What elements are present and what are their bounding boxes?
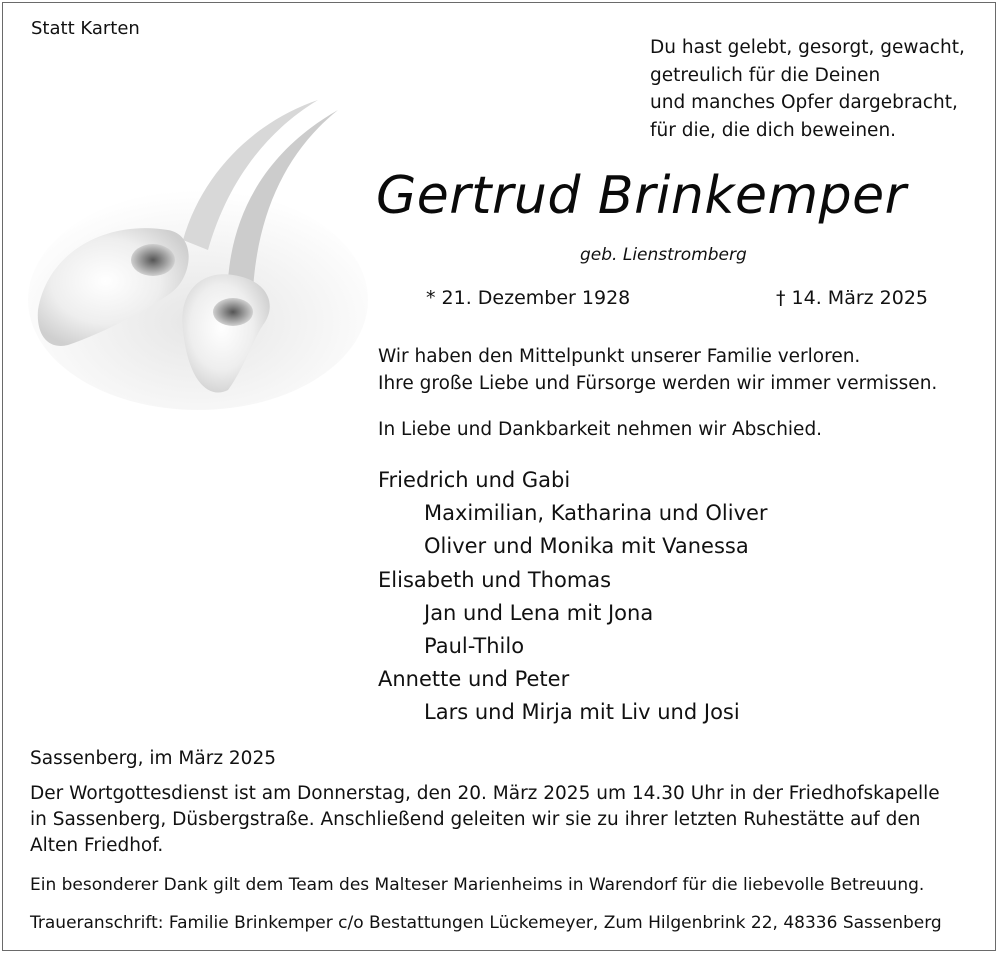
calla-lily-illustration [28,90,368,410]
family-member: Elisabeth und Thomas [378,567,612,592]
family-member: Jan und Lena mit Jona [424,600,654,625]
birth-name: geb. Lienstromberg [580,245,747,265]
birth-date: * 21. Dezember 1928 [426,287,631,309]
thanks-line: Ein besonderer Dank gilt dem Team des Malteser Marienheims in Warendorf für die liebevolle Betreuung. [30,875,925,895]
family-member: Maximilian, Katharina und Oliver [424,501,768,526]
memorial-message [378,343,937,397]
poem [650,34,965,144]
service-info [30,781,940,859]
service-line: Der Wortgottesdienst ist am Donnerstag, den 20. März 2025 um 14.30 Uhr in der Friedhofskapelle [30,783,940,804]
mourning-address: Traueranschrift: Familie Brinkemper c/o Bestattungen Lückemeyer, Zum Hilgenbrink 22, 48336 Sassenberg [30,913,942,933]
deceased-name: Gertrud Brinkemper [376,166,907,226]
service-line: Alten Friedhof. [30,835,164,856]
family-member: Friedrich und Gabi [378,468,571,492]
service-line: in Sassenberg, Düsbergstraße. Anschließend geleiten wir sie zu ihrer letzten Ruhestätte auf den [30,809,921,830]
poem-line: für die, die dich beweinen. [650,119,897,141]
family-list [378,464,768,730]
place-date: Sassenberg, im März 2025 [30,748,276,769]
poem-line: und manches Opfer dargebracht, [650,92,958,113]
header-tag: Statt Karten [31,18,140,39]
death-date: † 14. März 2025 [776,287,929,309]
family-member: Oliver und Monika mit Vanessa [424,534,749,559]
family-member: Annette und Peter [378,667,570,692]
message-line: Wir haben den Mittelpunkt unserer Familie verloren. [378,346,861,367]
poem-line: Du hast gelebt, gesorgt, gewacht, [650,37,965,58]
message-line: Ihre große Liebe und Fürsorge werden wir immer vermissen. [378,373,938,394]
poem-line: getreulich für die Deinen [650,64,881,86]
farewell-line: In Liebe und Dankbarkeit nehmen wir Abschied. [378,419,823,440]
family-member: Paul-Thilo [424,634,525,659]
family-member: Lars und Mirja mit Liv und Josi [424,700,740,725]
